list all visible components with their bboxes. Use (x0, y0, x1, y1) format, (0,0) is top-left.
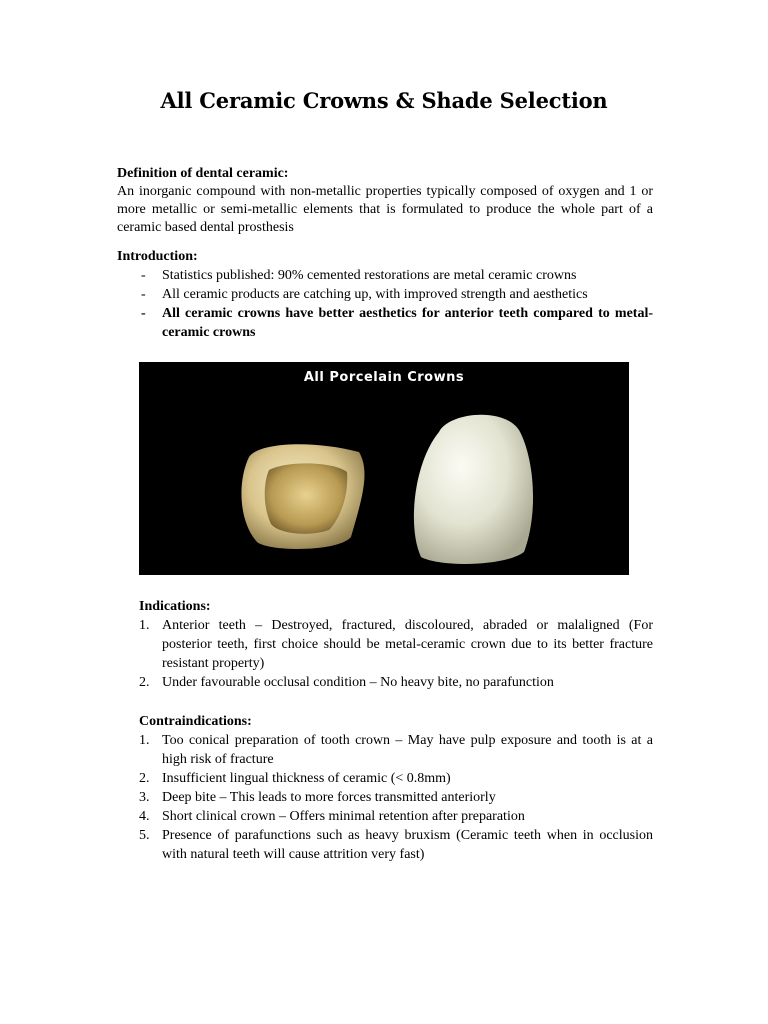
definition-heading: Definition of dental ceramic: (117, 166, 289, 181)
definition-text: An inorganic compound with non-metallic properties typically composed of oxygen and 1 or more metallic or semi-metallic elements that is formulated to produce the whole part of a ceramic based dental prosthesis (117, 184, 653, 235)
list-marker: - (141, 306, 146, 321)
list-marker: 1. (139, 618, 150, 633)
list-item (117, 304, 653, 342)
list-marker: 4. (139, 809, 150, 824)
list-item (139, 616, 653, 673)
crowns-illustration-icon (139, 362, 629, 575)
contraindications-section (117, 713, 653, 864)
list-item (139, 826, 653, 864)
introduction-heading: Introduction: (117, 249, 198, 264)
porcelain-crowns-photo (139, 362, 629, 575)
list-item (139, 673, 653, 692)
list-marker: - (141, 268, 146, 283)
list-item-text: Deep bite – This leads to more forces transmitted anteriorly (162, 790, 496, 805)
list-marker: 1. (139, 733, 150, 748)
indications-list (139, 616, 653, 692)
figure-caption: All Porcelain Crowns (303, 370, 465, 385)
definition-section (117, 165, 653, 237)
list-item (139, 807, 653, 826)
list-marker: 3. (139, 790, 150, 805)
list-marker: 2. (139, 675, 150, 690)
list-marker: 2. (139, 771, 150, 786)
list-item-text: Anterior teeth – Destroyed, fractured, discoloured, abraded or malaligned (For posterior teeth, first choice should be metal-ceramic crown due to its better fracture resistant property) (162, 618, 653, 671)
list-item-text: All ceramic crowns have better aesthetics for anterior teeth compared to metal-ceramic crowns (162, 306, 653, 340)
list-item (139, 769, 653, 788)
list-item (139, 731, 653, 769)
list-item-text: Presence of parafunctions such as heavy bruxism (Ceramic teeth when in occlusion with natural teeth will cause attrition very fast) (162, 828, 653, 862)
list-marker: 5. (139, 828, 150, 843)
list-item-text: Under favourable occlusal condition – No heavy bite, no parafunction (162, 675, 554, 690)
contraindications-list (139, 731, 653, 864)
list-item (139, 788, 653, 807)
indications-heading: Indications: (139, 599, 211, 614)
list-item-text: All ceramic products are catching up, with improved strength and aesthetics (162, 287, 588, 302)
solid-crown-shape (414, 415, 533, 564)
introduction-list (117, 266, 653, 342)
list-item-text: Too conical preparation of tooth crown – May have pulp exposure and tooth is at a high risk of fracture (162, 733, 653, 767)
contraindications-heading: Contraindications: (139, 714, 252, 729)
indications-section (117, 598, 653, 692)
list-item (117, 285, 653, 304)
list-item (117, 266, 653, 285)
list-item-text: Insufficient lingual thickness of ceramic (< 0.8mm) (162, 771, 451, 786)
introduction-section (117, 248, 653, 342)
list-item-text: Short clinical crown – Offers minimal retention after preparation (162, 809, 525, 824)
list-marker: - (141, 287, 146, 302)
list-item-text: Statistics published: 90% cemented restorations are metal ceramic crowns (162, 268, 577, 283)
page-title: All Ceramic Crowns & Shade Selection (160, 88, 608, 113)
